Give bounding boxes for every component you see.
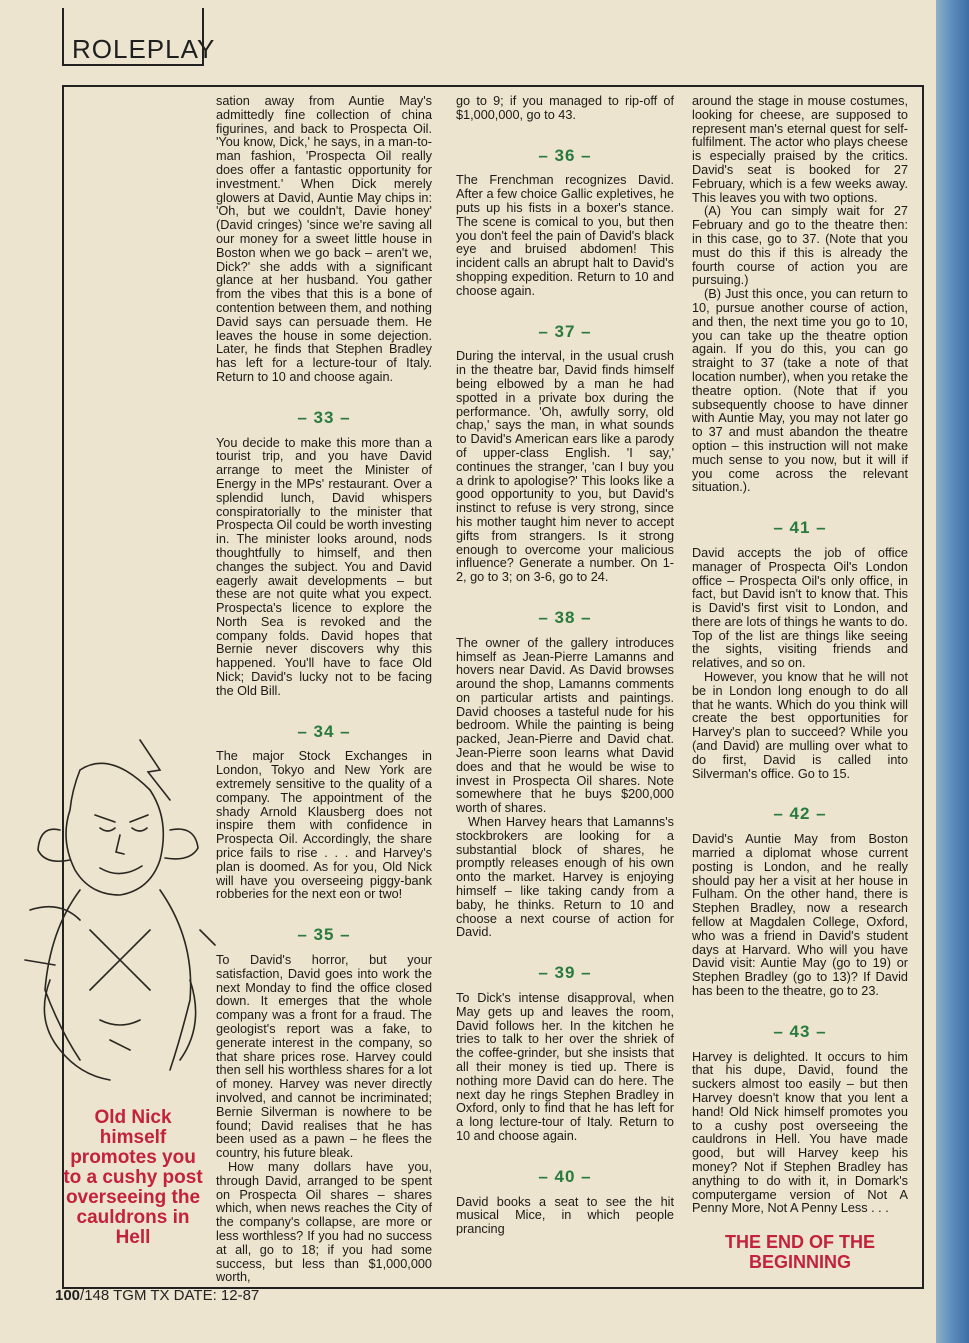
pull-quote: Old Nick himself promotes you to a cushy post overseeing the cauldrons in Hell — [63, 1107, 203, 1248]
end-banner: THE END OF THE BEGINNING — [724, 1232, 875, 1272]
paragraph: During the interval, in the usual crush in the theatre bar, David finds himself being elbowed by a man he had spotted in a private box during the performance. 'Oh, awfully sorry, old chap,' says the man, in what sounds to David's American ears like a parody of upper-class English. 'I say,' continues the stranger, 'can I buy you a drink to apologise?' This looks like a good opportunity to you, but David's instinct to refuse is very strong, since his mother taught him never to accept gifts from strangers. Is it strong enough to overcome your malicious influence? Generate a number. On 1-2, go to 3; on 3-6, go to 24. — [456, 349, 674, 585]
column-1 — [216, 95, 432, 1285]
paragraph: David's Auntie May from Boston married a diplomat whose current posting is London, and he really should pay her a visit at her house in Fulham. On the other hand, there is Stephen Bradley, now a research fellow at Magdalen College, Oxford, who was a friend in David's student days at Harvard. Who will you have David visit: Auntie May (go to 19) or Stephen Bradley (go to 13)? If David has been to the theatre, go to 23. — [692, 832, 908, 999]
paragraph: When Harvey hears that Lamanns's stockbrokers are looking for a substantial block of shares, he promptly releases enough of his own onto the market. Harvey is enjoying himself – like taking candy from a baby, he thinks. Return to 10 and choose a next course of action for David. — [456, 815, 674, 940]
paragraph: However, you know that he will not be in London long enough to do all that he wants. Which do you think will create the best opportunities for Harvey's plan to succeed? While you (and David) are mulling over what to do first, David is called into Silverman's office. Go to 15. — [692, 670, 908, 781]
section-37-heading: – 37 – — [538, 321, 592, 341]
paragraph: Harvey is delighted. It occurs to him that his dupe, David, found the suckers almost too easily – but then Harvey doesn't know that you lent a hand! Old Nick himself promotes you to a cushy post overseeing the cauldrons in Hell. You have made good, but will Harvey keep his money? Not if Stephen Bradley has anything to do with it, in Domark's computergame version of Not A Penny More, Not A Penny Less . . . — [692, 1049, 908, 1216]
paragraph: go to 9; if you managed to rip-off of $1,000,000, go to 43. — [456, 94, 674, 122]
section-36-heading: – 36 – — [538, 145, 592, 165]
column-2 — [456, 95, 674, 1237]
old-nick-sketch-illustration — [20, 730, 220, 1100]
footer-info: /148 TGM TX DATE: 12-87 — [80, 1287, 260, 1304]
column-3 — [692, 95, 908, 1216]
page-edge-strip — [936, 0, 969, 1343]
section-39-heading: – 39 – — [538, 963, 592, 983]
section-34-heading: – 34 – — [297, 721, 351, 741]
option-a-paragraph: (A) You can simply wait for 27 February and go to the theatre then: in this case, go to 37. (Note that you must do this if this is already the fourth course of action you are pursuing.) — [692, 204, 908, 288]
section-43-heading: – 43 – — [773, 1021, 827, 1041]
paragraph: The major Stock Exchanges in London, Tokyo and New York are extremely sensitive to the quality of a company. The appointment of the shady Arnold Klausberg does not inspire them with confidence in Prospecta Oil. Accordingly, the share price fails to rise . . . and Harvey's plan is doomed. As for you, Old Nick will have you overseeing piggy-bank robberies for the next eon or two! — [216, 749, 432, 902]
section-41-heading: – 41 – — [773, 518, 827, 538]
section-33-heading: – 33 – — [297, 407, 351, 427]
option-b-paragraph: (B) Just this once, you can return to 10, pursue another course of action, and then, the next time you go to 10, you can take up the theatre option again. If you do this, you can go straight to 37 (take a note of that location number), when you retake the theatre option. (Note that if you subsequently choose to have dinner with Auntie May, you may not later go to 37 and must abandon the theatre option – this instruction will not make much sense to you now, but it will if you come across the relevant situation.). — [692, 287, 908, 495]
paragraph: sation away from Auntie May's admittedly fine collection of china figurines, and back to Prospecta Oil. 'You know, Dick,' he says, in a man-to-man fashion, 'Prospecta Oil really does offer a fantastic opportunity for investment.' When Dick merely glowers at David, Auntie May chips in: 'Oh, but we couldn't, Davie honey' (David cringes) 'since we're saving all our money for a sweet little house in Boston when we go back – aren't we, Dick?' she adds with a significant glance at her husband. You gather from the vibes that this is a bone of contention between them, and nothing David says can persuade them. He leaves the house in some dejection. Later, he finds that Stephen Bradley has left for a lecture-tour of Italy. Return to 10 and choose again. — [216, 94, 432, 384]
paragraph: You decide to make this more than a tourist trip, and you have David arrange to meet the Minister of Energy in the MPs' restaurant. Over a splendid lunch, David whispers conspiratorially to the minister that Prospecta Oil could be worth investing in. The minister looks around, nods thoughtfully to himself, and then changes the subject. You and David eagerly await developments – but these are not quite what you expect. Prospecta's licence to explore the North Sea is revoked and the company folds. David hopes that Bernie never discovers why this happened. You'll have to face Old Nick; David's lucky not to be facing the Old Bill. — [216, 435, 432, 698]
paragraph: To David's horror, but your satisfaction, David goes into work the next Monday to find the office closed down. It emerges that the whole company was a front for a fraud. The geologist's report was a fake, to generate interest in the company, so that share prices rose. Harvey could then sell his worthless shares for a lot of money. Harvey was never directly involved, and cannot be incriminated; Bernie Silverman is nowhere to be found; David realises that he has been used as a pawn – he flees the country, his future bleak. — [216, 953, 432, 1161]
paragraph: To Dick's intense disapproval, when May gets up and leaves the room, David follows her. In the kitchen he tries to talk to her over the shriek of the coffee-grinder, but she insists that all their money is tied up. There is nothing more David can do here. The next day he rings Stephen Bradley in Oxford, only to find that he has left for a long lecture-tour of Italy. Return to 10 and choose again. — [456, 991, 674, 1143]
section-35-heading: – 35 – — [297, 925, 351, 945]
paragraph: David books a seat to see the hit musical Mice, in which people prancing — [456, 1194, 674, 1237]
section-header — [62, 8, 216, 66]
section-38-heading: – 38 – — [538, 607, 592, 627]
section-42-heading: – 42 – — [773, 804, 827, 824]
section-40-heading: – 40 – — [538, 1166, 592, 1186]
page-footer — [55, 1287, 259, 1304]
paragraph: The Frenchman recognizes David. After a few choice Gallic expletives, he puts up his fists in a boxer's stance. The scene is comical to you, but then you don't feel the pain of David's black eye and bruised abdomen! This incident calls an abrupt halt to David's shopping expedition. Return to 10 and choose again. — [456, 173, 674, 298]
paragraph: The owner of the gallery introduces himself as Jean-Pierre Lamanns and hovers near David. As David browses around the shop, Lamanns comments on particular artists and paintings. David chooses a tasteful nude for his bedroom. While the painting is being packed, Jean-Pierre and David chat. Jean-Pierre soon learns what David does and that he would be wise to invest in Prospecta Oil shares. Note somewhere that he buys $200,000 worth of shares. — [456, 635, 674, 816]
paragraph: How many dollars have you, through David, arranged to be spent on Prospecta Oil shares – shares which, when news reaches the City of the company's collapse, are more or less worthless? If you had no success at all, go to 18; if you had some success, but less than $1,000,000 worth, — [216, 1159, 432, 1285]
section-label: ROLEPLAY — [72, 34, 216, 64]
paragraph: around the stage in mouse costumes, looking for cheese, are supposed to represent man's eternal quest for self-fulfilment. The actor who plays cheese is especially praised by the critics. David's seat is booked for 27 February, which is a few weeks away. This leaves you with two options. — [692, 94, 908, 205]
paragraph: David accepts the job of office manager of Prospecta Oil's London office – Prospecta Oil's only office, in fact, but David isn't to know that. This is David's first visit to London, and there are lots of things he wants to do. Top of the list are things like seeing the sights, visiting friends and relatives, and so on. — [692, 545, 908, 671]
page-number: 100 — [55, 1287, 81, 1304]
